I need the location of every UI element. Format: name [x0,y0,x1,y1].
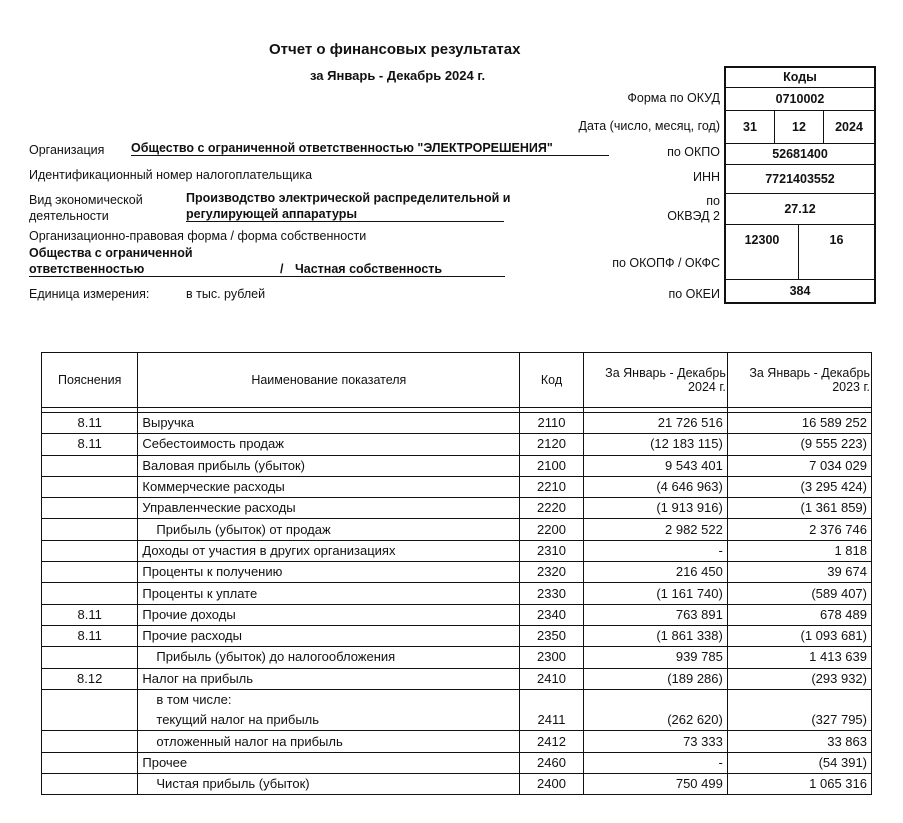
unit-label: Единица измерения: [29,287,150,301]
row-name: Прибыль (убыток) до налогообложения [138,647,520,668]
row-note [42,455,138,476]
col-previous-header [727,353,871,408]
okpo-label: по ОКПО [667,145,720,159]
row-name: Налог на прибыль [138,668,520,689]
row-note [42,731,138,752]
row-name: Чистая прибыль (убыток) [138,774,520,795]
table-row [42,434,872,455]
row-note [42,498,138,519]
row-previous-value: 39 674 [727,562,871,583]
row-note: 8.12 [42,668,138,689]
date-month: 12 [774,111,823,143]
legal-form-line-1: Общества с ограниченной [29,246,193,260]
row-note [42,774,138,795]
row-name: Проценты к уплате [138,583,520,604]
table-row [42,604,872,625]
row-note [42,583,138,604]
activity-line-1: Производство электрической распределительной и [186,191,511,205]
row-note [42,540,138,561]
table-row [42,583,872,604]
okopf-codes [726,224,874,279]
row-code: 2330 [520,583,583,604]
row-previous-value: (1 361 859) [727,498,871,519]
row-current-value: 763 891 [583,604,727,625]
row-code: 2310 [520,540,583,561]
okei-label: по ОКЕИ [668,287,720,301]
row-code [520,689,583,710]
row-name: Проценты к получению [138,562,520,583]
inn-code: 7721403552 [726,164,874,193]
row-name: Коммерческие расходы [138,476,520,497]
row-name: Доходы от участия в других организациях [138,540,520,561]
row-current-value: 750 499 [583,774,727,795]
table-row [42,647,872,668]
inn-label: ИНН [692,170,720,184]
table-row [42,668,872,689]
table-row [42,413,872,434]
row-current-value: - [583,540,727,561]
col-code-header: Код [520,353,583,408]
table-row [42,455,872,476]
row-code: 2120 [520,434,583,455]
row-name: Валовая прибыль (убыток) [138,455,520,476]
financial-results-table [41,352,872,795]
legal-form-slash: / [280,262,284,276]
table-row [42,710,872,731]
table-row [42,752,872,773]
col-current-header [583,353,727,408]
row-current-value [583,689,727,710]
row-current-value: 21 726 516 [583,413,727,434]
row-name: Прочие доходы [138,604,520,625]
row-current-value: 216 450 [583,562,727,583]
row-name: Прибыль (убыток) от продаж [138,519,520,540]
row-previous-value: 1 413 639 [727,647,871,668]
row-previous-value: 1 065 316 [727,774,871,795]
okpo-code: 52681400 [726,143,874,164]
row-previous-value: (9 555 223) [727,434,871,455]
row-name: Себестоимость продаж [138,434,520,455]
row-previous-value: (3 295 424) [727,476,871,497]
row-previous-value: (54 391) [727,752,871,773]
okved-label-2: ОКВЭД 2 [667,209,720,223]
date-day: 31 [743,120,757,134]
row-name: отложенный налог на прибыль [138,731,520,752]
okud-label: Форма по ОКУД [627,91,720,105]
row-code: 2340 [520,604,583,625]
row-current-value: (1 861 338) [583,625,727,646]
table-row [42,562,872,583]
okud-code: 0710002 [726,87,874,110]
row-previous-value: (327 795) [727,710,871,731]
col-note-header: Пояснения [42,353,138,408]
table-row [42,625,872,646]
row-name: Выручка [138,413,520,434]
row-current-value: (189 286) [583,668,727,689]
table-row [42,731,872,752]
table-row [42,498,872,519]
row-code: 2400 [520,774,583,795]
row-note: 8.11 [42,413,138,434]
row-previous-value: (1 093 681) [727,625,871,646]
report-period: за Январь - Декабрь 2024 г. [310,68,486,83]
row-note [42,519,138,540]
row-current-value: (12 183 115) [583,434,727,455]
activity-label-2: деятельности [29,209,109,223]
row-previous-value [727,689,871,710]
row-code: 2411 [520,710,583,731]
row-code: 2300 [520,647,583,668]
row-note [42,710,138,731]
org-label: Организация [29,143,105,157]
col-previous-line-2: 2023 г. [832,380,870,394]
row-code: 2200 [520,519,583,540]
row-code: 2100 [520,455,583,476]
codes-header: Коды [783,70,817,84]
col-current-line-2: 2024 г. [688,380,726,394]
codes-box [724,66,876,304]
row-previous-value: 1 818 [727,540,871,561]
row-current-value: (1 161 740) [583,583,727,604]
row-code: 2210 [520,476,583,497]
row-current-value: 73 333 [583,731,727,752]
date-codes [726,110,874,143]
legal-form-line-2 [29,262,505,277]
row-name: в том числе: [138,689,520,710]
date-label: Дата (число, месяц, год) [578,119,720,133]
row-name: текущий налог на прибыль [138,710,520,731]
inn-label-left: Идентификационный номер налогоплательщика [29,168,313,182]
report-title: Отчет о финансовых результатах [269,41,521,58]
row-current-value: 9 543 401 [583,455,727,476]
row-note [42,562,138,583]
date-year: 2024 [823,111,874,143]
row-current-value: 2 982 522 [583,519,727,540]
table-row [42,689,872,710]
row-code: 2350 [520,625,583,646]
row-note: 8.11 [42,604,138,625]
table-row [42,519,872,540]
row-current-value: 939 785 [583,647,727,668]
row-code: 2410 [520,668,583,689]
row-note [42,752,138,773]
okfs-code: 16 [798,225,874,279]
legal-form-label: Организационно-правовая форма / форма собственности [29,229,367,243]
row-previous-value: (589 407) [727,583,871,604]
table-row [42,540,872,561]
row-code: 2220 [520,498,583,519]
row-previous-value: (293 932) [727,668,871,689]
row-previous-value: 7 034 029 [727,455,871,476]
col-name-header: Наименование показателя [138,353,520,408]
ownership-value: Частная собственность [295,262,443,276]
row-current-value: - [583,752,727,773]
row-note [42,689,138,710]
row-code: 2412 [520,731,583,752]
row-previous-value: 33 863 [727,731,871,752]
okei-code: 384 [726,279,874,302]
row-code: 2110 [520,413,583,434]
row-code: 2460 [520,752,583,773]
row-previous-value: 678 489 [727,604,871,625]
okopf-label: по ОКОПФ / ОКФС [612,256,720,270]
row-current-value: (4 646 963) [583,476,727,497]
row-previous-value: 16 589 252 [727,413,871,434]
row-note: 8.11 [42,625,138,646]
table-row [42,774,872,795]
table-row [42,476,872,497]
row-note [42,476,138,497]
row-name: Прочее [138,752,520,773]
okopf-code: 12300 [744,233,780,247]
row-note: 8.11 [42,434,138,455]
col-current-line-1: За Январь - Декабрь [605,366,726,380]
table-header-row [42,353,872,408]
row-code: 2320 [520,562,583,583]
legal-form-value: ответственностью [29,262,145,276]
activity-label-1: Вид экономической [29,193,143,207]
row-previous-value: 2 376 746 [727,519,871,540]
row-name: Управленческие расходы [138,498,520,519]
row-current-value: (1 913 916) [583,498,727,519]
org-name: Общество с ограниченной ответственностью "ЭЛЕКТРОРЕШЕНИЯ" [131,141,609,156]
row-current-value: (262 620) [583,710,727,731]
row-note [42,647,138,668]
unit-value: в тыс. рублей [186,287,266,301]
okved-label-1: по [706,194,720,208]
row-name: Прочие расходы [138,625,520,646]
okved-code: 27.12 [726,193,874,224]
col-previous-line-1: За Январь - Декабрь [749,366,870,380]
activity-line-2: регулирующей аппаратуры [186,207,504,222]
